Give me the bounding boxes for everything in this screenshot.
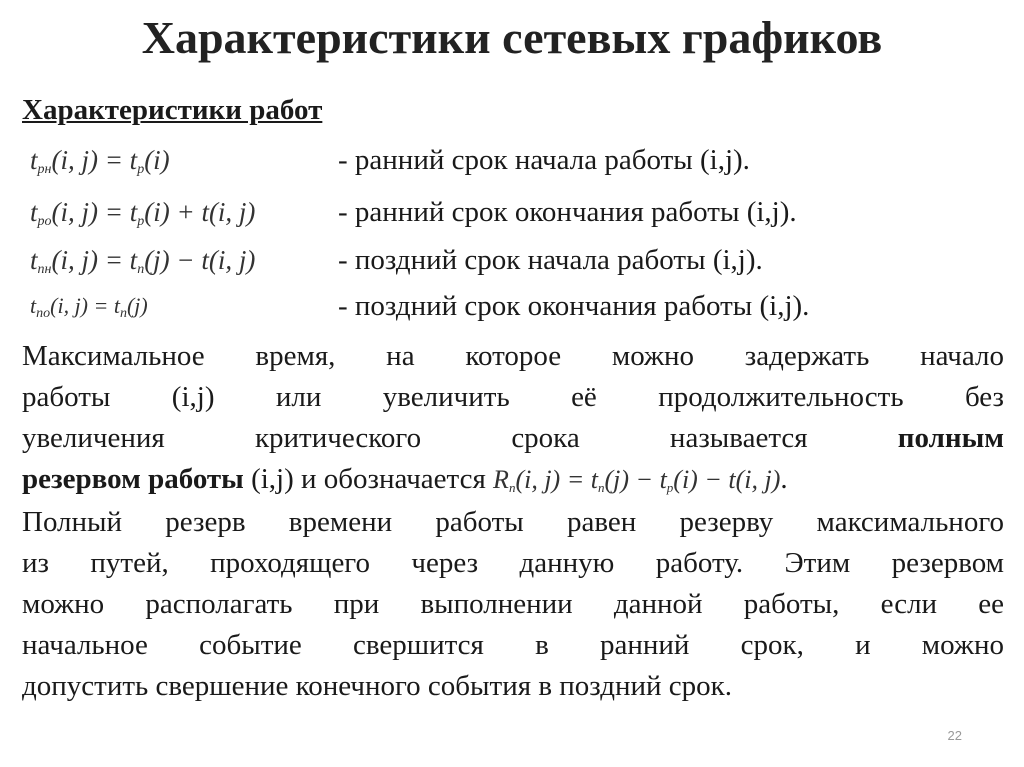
- formula-early-start: $t_{рн}(i$, $j) = t_р(i)$: [30, 145, 170, 177]
- p1-line-4: [22, 459, 1004, 508]
- formula-row-early-finish: [30, 190, 1010, 234]
- formula-early-finish: $t_{ро}(i$, $j) = t_р(i) + t(i$, j): [30, 197, 256, 229]
- paragraph-total-float-explanation: [22, 502, 1004, 707]
- p1-line-4-bold: резервом работы: [22, 463, 244, 495]
- p1-line-3-bold: полным: [897, 422, 1004, 454]
- formula-desc-early-start: - ранний срок начала работы (i,j).: [338, 144, 750, 176]
- formula-row-late-start: [30, 238, 1010, 282]
- page-number: 22: [947, 728, 962, 743]
- p2-line-2: из путей, проходящего через данную работу. Этим резервом: [22, 547, 1004, 579]
- formula-row-late-finish: [30, 284, 1010, 328]
- section-heading: Характеристики работ: [22, 94, 323, 126]
- formula-row-early-start: [30, 138, 1010, 182]
- p1-line-3: [22, 418, 1004, 459]
- formula-late-finish: $t_{по}(i$, $j) = t_п(j)$: [30, 293, 148, 321]
- p2-line-1: Полный резерв времени работы равен резерву максимального: [22, 506, 1004, 538]
- p1-line-1: Максимальное время, на которое можно задержать начало: [22, 340, 1004, 372]
- p2-line-4: начальное событие свершится в ранний срок, и можно: [22, 629, 1004, 661]
- slide-title: Характеристики сетевых графиков: [141, 12, 883, 63]
- formula-desc-late-start: - поздний срок начала работы (i,j).: [338, 244, 763, 276]
- p1-line-4-text: (i,j) и обозначается: [251, 463, 486, 495]
- p1-line-2: работы (i,j) или увеличить её продолжительность без: [22, 381, 1004, 413]
- paragraph-total-float-definition: [22, 336, 1004, 508]
- p1-line-3-text: увеличения критического срока называется: [22, 422, 808, 454]
- p2-line-3: можно располагать при выполнении данной работы, если ее: [22, 588, 1004, 620]
- p1-line-4-end: .: [780, 463, 788, 495]
- total-float-formula: $R_п(i$, $j) = t_п(j) - t_р(i) - t(i$, j): [493, 465, 781, 495]
- p2-line-5: допустить свершение конечного события в поздний срок.: [22, 670, 732, 702]
- formula-desc-late-finish: - поздний срок окончания работы (i,j).: [338, 290, 810, 322]
- formula-desc-early-finish: - ранний срок окончания работы (i,j).: [338, 196, 797, 228]
- formula-late-start: $t_{пн}(i$, $j) = t_п(j) - t(i$, j): [30, 245, 256, 277]
